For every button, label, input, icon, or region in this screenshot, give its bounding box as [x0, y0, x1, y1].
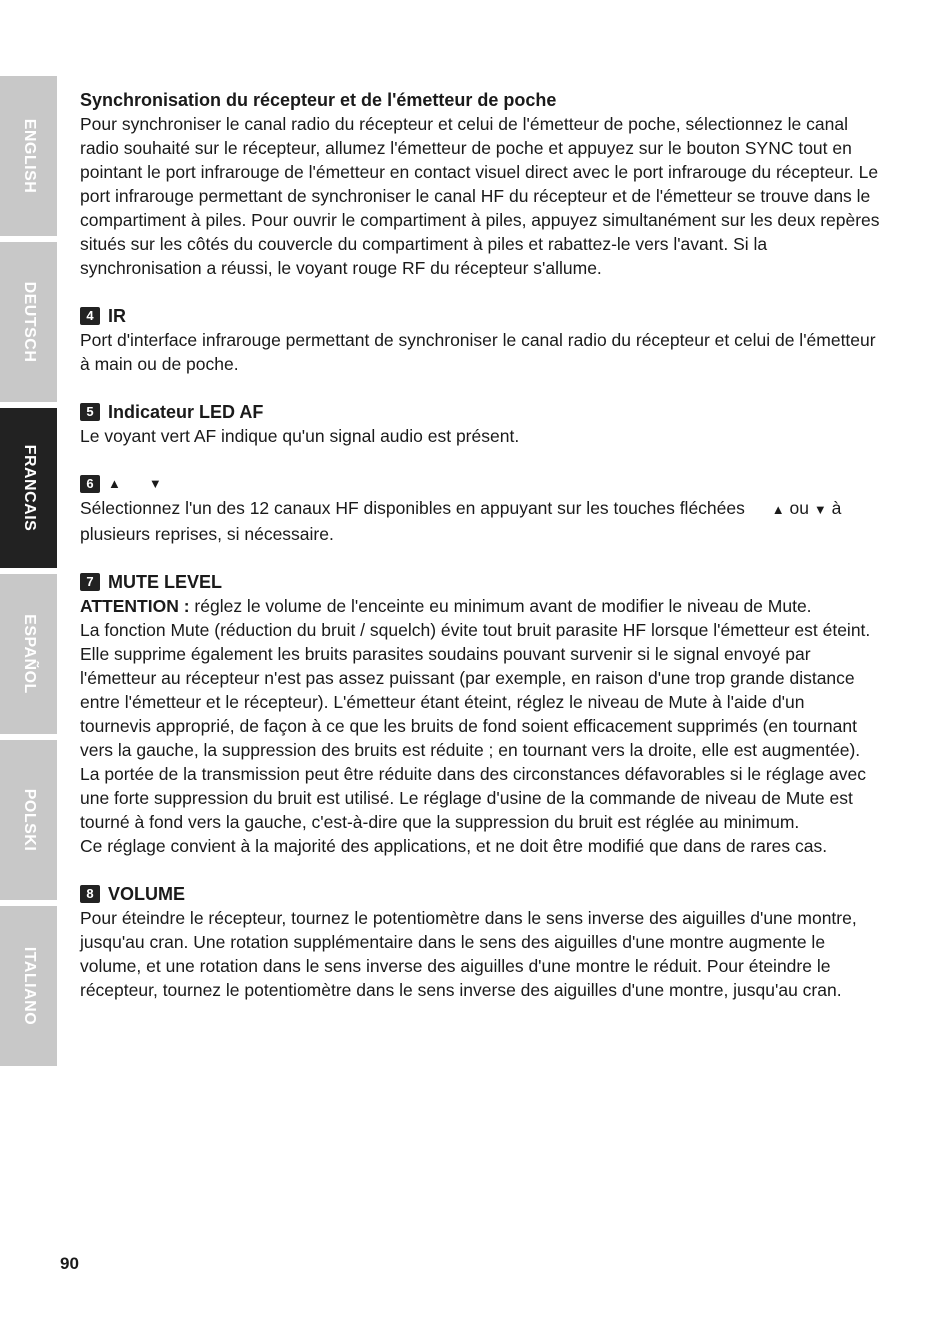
language-tabs	[0, 76, 57, 1072]
tab-english-label: ENGLISH	[20, 118, 38, 194]
tab-espanol-label: ESPAÑOL	[20, 614, 38, 694]
tab-espanol[interactable]	[0, 574, 57, 734]
page-content	[80, 88, 880, 1026]
attention-text: réglez le volume de l'enceinte eu minimum avant de modifier le niveau de Mute.	[194, 596, 812, 616]
led-heading	[80, 400, 880, 424]
mute-title: MUTE LEVEL	[108, 572, 223, 592]
tab-francais-label: FRANCAIS	[20, 444, 38, 532]
ir-heading	[80, 304, 880, 328]
volume-heading	[80, 882, 880, 906]
mute-heading	[80, 570, 880, 594]
sync-text: Pour synchroniser le canal radio du récepteur et celui de l'émetteur de poche, sélectionnez le canal radio souhaité sur le récepteur, allumez l'émetteur de poche et appuyez sur le bouton SYNC tout en pointant le port infrarouge de l'émetteur en contact visuel direct avec le port infrarouge du récepteur. Le port infrarouge permettant de synchroniser le canal HF du récepteur et de l'émetteur se trouve dans le compartiment à piles. Pour ouvrir le compartiment à piles, appuyez simultanément sur les deux repères situés sur les côtés du couvercle du compartiment à piles et rabattez-le vers l'avant. Si la synchronisation a réussi, le voyant rouge RF du récepteur s'allume.	[80, 114, 880, 278]
led-title: Indicateur LED AF	[108, 402, 264, 422]
section-mute	[80, 570, 880, 858]
tab-polski-label: POLSKI	[20, 788, 38, 852]
section-volume	[80, 882, 880, 1002]
inline-arrow-up-icon: ▲	[771, 502, 785, 517]
mute-number-badge: 7	[80, 573, 100, 591]
section-led	[80, 400, 880, 448]
ir-text: Port d'interface infrarouge permettant de synchroniser le canal radio du récepteur et celui de l'émetteur à main ou de poche.	[80, 330, 876, 374]
tab-francais[interactable]	[0, 408, 57, 568]
led-text: Le voyant vert AF indique qu'un signal audio est présent.	[80, 426, 520, 446]
section-ir	[80, 304, 880, 376]
section-arrows	[80, 472, 880, 546]
tab-italiano[interactable]	[0, 906, 57, 1066]
arrow-down-icon: ▼	[148, 476, 162, 491]
ir-number-badge: 4	[80, 307, 100, 325]
arrows-or-word: ou	[789, 498, 809, 518]
volume-text: Pour éteindre le récepteur, tournez le potentiomètre dans le sens inverse des aiguilles d'une montre, jusqu'au cran. Une rotation supplémentaire dans le sens des aiguilles d'une montre augmente le volume, et une rotation dans le sens inverse des aiguilles d'une montre le réduit. Pour éteindre le récepteur, tournez le potentiomètre dans le sens inverse des aiguilles d'une montre, jusqu'au cran.	[80, 908, 857, 1000]
attention-label: ATTENTION :	[80, 596, 190, 616]
mute-text-2: Ce réglage convient à la majorité des applications, et ne doit être modifié que dans de rares cas.	[80, 836, 828, 856]
tab-deutsch[interactable]	[0, 242, 57, 402]
inline-arrow-down-icon: ▼	[813, 502, 827, 517]
ir-title: IR	[108, 306, 126, 326]
tab-deutsch-label: DEUTSCH	[20, 281, 38, 363]
section-sync	[80, 88, 880, 280]
arrows-number-badge: 6	[80, 475, 100, 493]
tab-english[interactable]	[0, 76, 57, 236]
page-number: 90	[60, 1254, 79, 1273]
mute-text: La fonction Mute (réduction du bruit / squelch) évite tout bruit parasite HF lorsque l'émetteur est éteint. Elle supprime également les bruits parasites soudains pouvant survenir si le signal envoyé par l'émetteur au récepteur n'est pas assez puissant (par exemple, en raison d'une trop grande distance entre l'émetteur et le récepteur). L'émetteur étant éteint, réglez le niveau de Mute à l'aide d'un tournevis approprié, de façon à ce que les bruits de fond soient efficacement supprimés (en tournant vers la gauche, la suppression des bruits est réduite ; en tournant vers la droite, elle est augmentée). La portée de la transmission peut être réduite dans des circonstances défavorables si le réglage avec une forte suppression du bruit est utilisé. Le réglage d'usine de la commande de niveau de Mute est tourné à fond vers la gauche, c'est-à-dire que la suppression du bruit est réglée au minimum.	[80, 620, 871, 832]
volume-number-badge: 8	[80, 885, 100, 903]
arrows-heading	[80, 472, 880, 496]
sync-heading: Synchronisation du récepteur et de l'émetteur de poche	[80, 90, 557, 110]
arrows-text-after: à plusieurs reprises, si nécessaire.	[80, 498, 842, 544]
tab-polski[interactable]	[0, 740, 57, 900]
volume-title: VOLUME	[108, 884, 186, 904]
mute-attention	[80, 594, 880, 618]
led-number-badge: 5	[80, 403, 100, 421]
tab-italiano-label: ITALIANO	[20, 946, 38, 1026]
arrows-text-before: Sélectionnez l'un des 12 canaux HF disponibles en appuyant sur les touches fléchées	[80, 498, 745, 518]
arrow-up-icon: ▲	[108, 476, 121, 491]
arrows-text	[80, 496, 880, 546]
